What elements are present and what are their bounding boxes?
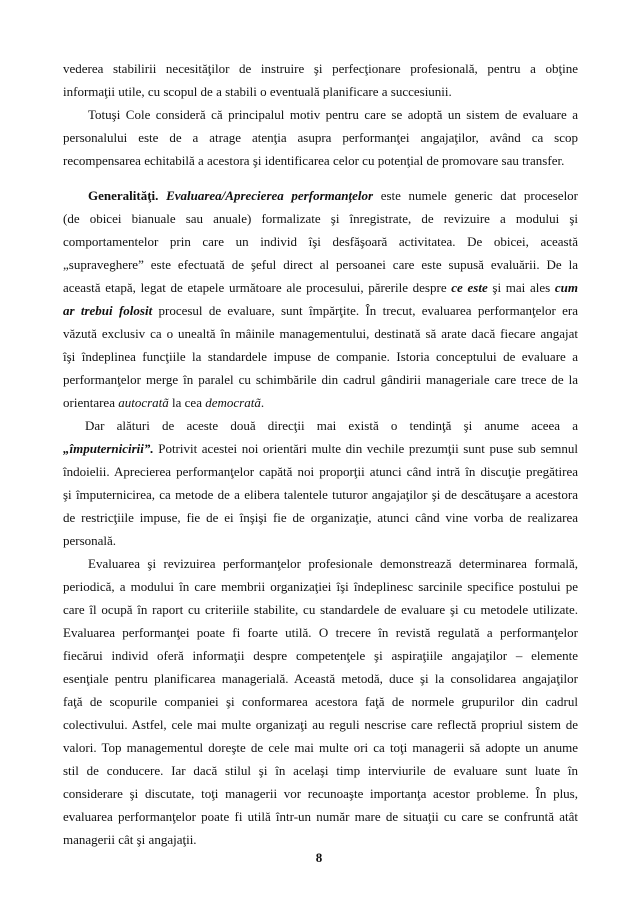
text-line: periodică, a modului în care membrii organizaţiei îşi îndeplinesc sarcinile specifice postului pe: [63, 579, 578, 594]
text-line: „supraveghere” este efectuată de şeful direct al persoanei care este supusă evaluării. De la: [63, 257, 578, 272]
text-line: [63, 394, 578, 411]
text-line: esenţiale pentru planificarea managerială. Această metodă, duce şi la consolidarea angajaţilor: [63, 671, 578, 686]
text-span: procesul de evaluare, sunt împărţite. În trecut, evaluarea performanţelor era: [158, 303, 578, 318]
emphasis-term: autocratã: [118, 395, 169, 410]
text-line: comportamentelor prin care un individ îşi desfăşoară activitatea. De obicei, această: [63, 234, 578, 249]
emphasis-term: ce este: [451, 280, 488, 295]
text-line: [63, 440, 578, 457]
emphasis-term: democratã: [205, 395, 261, 410]
text-line: colectivului. Astfel, cele mai multe organizaţi au reguli nescrise care reflectă propriul sistem de: [63, 717, 578, 732]
page-number: 8: [315, 850, 323, 865]
text-line: care îl ocupă în raport cu criteriile stabilite, cu standardele de evaluare şi cu metodele utilizate.: [63, 602, 578, 617]
text-line: Evaluarea şi revizuirea performanţelor profesionale demonstrează determinarea formală,: [88, 556, 578, 571]
text-span: este numele generic dat proceselor: [380, 188, 579, 203]
text-line: (de obicei bianuale sau anuale) formalizate şi înregistrate, de revizuire a modului şi: [63, 211, 578, 226]
section-heading: Generalităţi.: [88, 188, 159, 203]
text-span: orientarea: [63, 395, 115, 410]
text-line: Dar alături de aceste două direcţii mai există o tendinţă şi anume aceea a: [85, 418, 578, 433]
text-span: Potrivit acestei noi orientări multe din vechile prezumţii sunt puse sub semnul: [158, 441, 578, 456]
text-line: performanţelor merge în paralel cu schimbările din cadrul gândirii manageriale care trece de la: [63, 372, 578, 387]
text-line: [63, 302, 578, 319]
text-line: şi împuternicirea, ca metode de a elibera talentele tuturor angajaţilor şi de descătuşare a acestora: [63, 487, 578, 502]
text-line: recompensarea echitabilă a acestora şi identificarea celor cu potenţial de promovare sau transfer.: [63, 153, 565, 168]
text-line: informaţii utile, cu scopul de a stabili o eventuală planificare a succesiunii.: [63, 84, 452, 99]
text-line: fiecărui individ oferă informaţii despre competenţele şi aspiraţiile angajaţilor – elemente: [63, 648, 578, 663]
text-span: .: [260, 395, 265, 410]
text-line: Totuşi Cole consideră că principalul motiv pentru care se adoptă un sistem de evaluare a: [88, 107, 578, 122]
text-line: personalului este de a atrage atenţia asupra performanţei angajaţilor, având ca scop: [63, 130, 578, 145]
text-line: evaluarea performanţelor poate fi utilă într-un număr mare de situaţii cu care se confruntă atât: [63, 809, 578, 824]
text-line: [63, 279, 578, 296]
text-span: această etapă, legat de etapele următoare ale procesului, părerile despre: [63, 280, 447, 295]
text-line: îşi îndeplinea funcţiile la standardele impuse de companie. Istoria conceptului de evaluare a: [63, 349, 578, 364]
text-line: stil de conducere. Iar dacă stilul şi în acelaşi timp interviurile de evaluare sunt luate în: [63, 763, 578, 778]
text-line: managerii cât şi angajaţii.: [63, 832, 197, 847]
text-line: vederea stabilirii necesităţilor de instruire şi perfecţionare profesională, pentru a obţine: [63, 61, 578, 76]
text-line: considerare şi discutate, toţi managerii vor recunoaşte importanţa acestor probleme. În plus,: [63, 786, 578, 801]
text-line: Evaluarea performanţei poate fi foarte utilă. O trecere în revistă regulată a performanţelor: [63, 625, 578, 640]
text-line: faţă de scopurile companiei şi conformarea acestora faţă de normele grupurilor din cadrul: [63, 694, 578, 709]
text-line: de restricţiile impuse, fie de ei înşişi fie de organizaţie, atunci când vine vorba de realizarea: [63, 510, 578, 525]
emphasis-term: cum: [554, 280, 578, 295]
emphasis-term: Evaluarea/Aprecierea performanţelor: [166, 188, 374, 203]
text-line: valori. Top managementul doreşte de cele mai multe ori ca toţi managerii să adopte un anume: [63, 740, 578, 755]
emphasis-term: ar trebui folosit: [63, 303, 153, 318]
text-line: văzută exclusiv ca o unealtă în mâinile managementului, destinată să arate dacă fiecare angajat: [63, 326, 578, 341]
text-line: îndoielii. Aprecierea performanţelor capătă noi proporţii atunci când intră în discuţie pregătirea: [63, 464, 578, 479]
text-line: personală.: [63, 533, 117, 548]
text-span: şi mai ales: [492, 280, 551, 295]
emphasis-term: „împuternicirii”.: [63, 441, 154, 456]
section-heading-line: [88, 187, 578, 204]
text-span: la cea: [172, 395, 202, 410]
